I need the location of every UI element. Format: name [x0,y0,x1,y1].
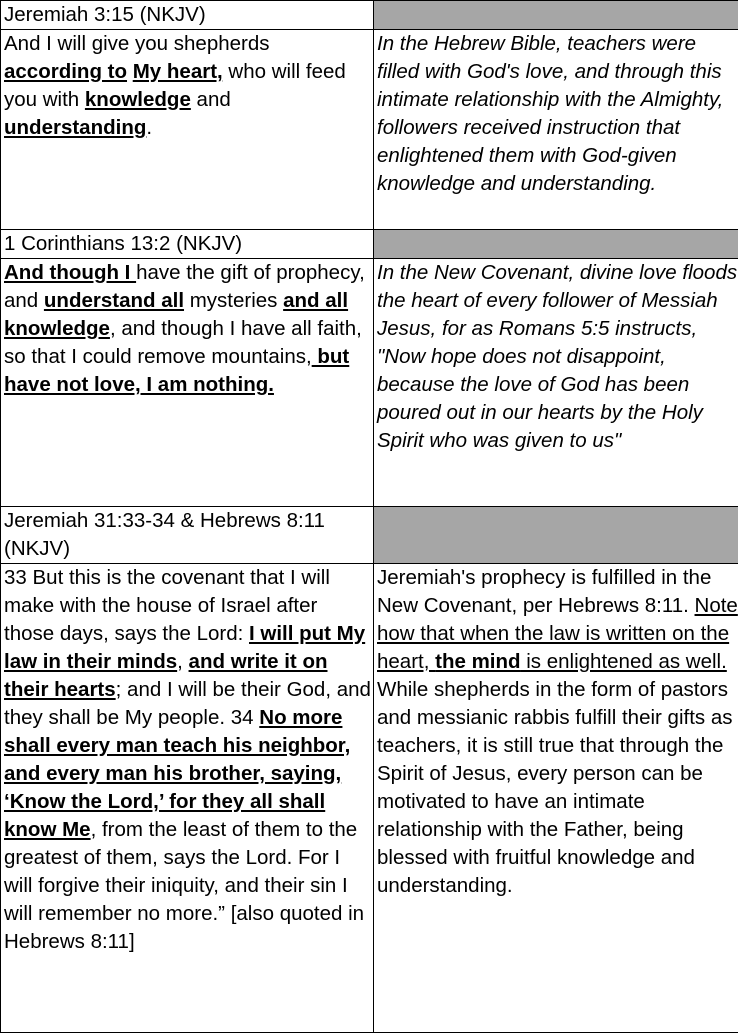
emphasis-run: and all knowledge [4,289,349,340]
scripture-cell [1,259,374,507]
text-run: And I will give you shepherds [4,32,270,55]
emphasis-run: and write it on their hearts [4,650,328,701]
commentary-cell [374,259,738,507]
emphasis-run: I will put My law in their minds [4,622,366,673]
reference-cell [1,1,374,30]
text-run: who will feed you with [4,60,346,111]
emphasis-run: but have not love, I am nothing. [4,345,350,396]
reference-cell [1,230,374,259]
emphasis-run: And though I [4,261,137,284]
table-row [1,1,738,30]
emphasis-run: according to [4,60,128,83]
reference-cell [1,507,374,564]
commentary-text: In the Hebrew Bible, teachers were filled with God's love, and through this intimate relationship with the Almighty, followers received instruction that enlightened them with God-given knowledge and understanding. [377,32,724,195]
emphasis-run: understand all [43,289,185,312]
gray-header-cell [374,1,738,30]
text-run: 33 But this is the covenant that I will make with the house of Israel after those days, says the Lord: [4,566,330,645]
reference-label: Jeremiah 3:15 (NKJV) [4,3,206,26]
text-run: , [177,650,189,673]
emphasis-run: understanding [4,116,147,139]
table-row [1,564,738,1033]
emphasis-run: the mind [435,650,521,673]
scripture-cell [1,564,374,1033]
text-run: Jeremiah's prophecy is fulfilled in the New Covenant, per Hebrews 8:11. [377,566,712,617]
emphasis-run: My heart, [132,60,223,83]
table-row [1,30,738,230]
text-run: and [190,88,231,111]
reference-label: 1 Corinthians 13:2 (NKJV) [4,232,243,255]
emphasis-run: knowledge [84,88,191,111]
table-row [1,507,738,564]
commentary-cell [374,30,738,230]
text-run: ; and I will be their God, and they shall be My people. 34 [4,678,371,729]
text-run: , and though I have all faith, so that I could remove mountains, [4,317,362,368]
commentary-text: In the New Covenant, divine love floods the heart of every follower of Messiah Jesus, for as Romans 5:5 instructs, "Now hope does not disappoint, because the love of God has been poured out in our hearts by the Holy Spirit who was given to us" [377,261,738,452]
scripture-cell [1,30,374,230]
gray-header-cell [374,230,738,259]
underlined-run: is enlightened as well. [520,650,727,673]
commentary-cell [374,564,738,1033]
reference-label: Jeremiah 31:33-34 & Hebrews 8:11 (NKJV) [4,509,325,560]
text-run: . [146,116,153,139]
text-run: have the gift of prophecy, and [4,261,365,312]
table-row [1,259,738,507]
text-run: While shepherds in the form of pastors and messianic rabbis fulfill their gifts as teachers, it is still true that through the Spirit of Jesus, every person can be motivated to have an intimate relationship with the Father, being blessed with fruitful knowledge and understanding. [377,678,733,897]
emphasis-run: No more shall every man teach his neighbor, and every man his brother, saying, ‘Know the Lord,’ for they all shall know Me [4,706,351,841]
table-row [1,230,738,259]
gray-header-cell [374,507,738,564]
text-run: , from the least of them to the greatest of them, says the Lord. For I will forgive their iniquity, and their sin I will remember no more.” [also quoted in Hebrews 8:11] [4,818,365,953]
text-run: mysteries [184,289,284,312]
underlined-run: Note how that when the law is written on the heart, [377,594,738,673]
